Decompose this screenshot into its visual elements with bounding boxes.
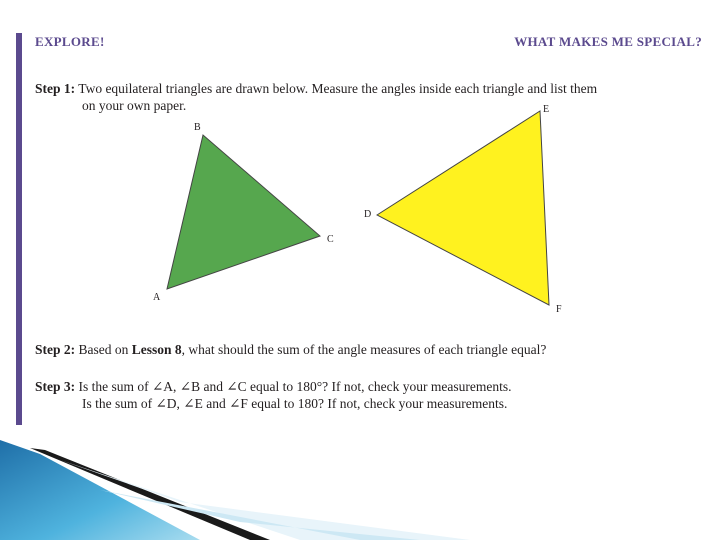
step-2 xyxy=(35,341,695,358)
corner-decoration xyxy=(0,440,720,540)
step-3-label: Step 3: xyxy=(35,379,76,394)
step-3 xyxy=(35,378,695,412)
step-2-text-b: , what should the sum of the angle measures of each triangle equal? xyxy=(181,342,547,357)
vertex-label-d: D xyxy=(364,209,372,220)
vertex-label-f: F xyxy=(556,304,562,315)
step-2-lesson: Lesson 8 xyxy=(131,342,182,357)
step-3-text-cont: Is the sum of ∠D, ∠E and ∠F equal to 180? If not, check your measurements. xyxy=(82,396,508,411)
vertex-label-b: B xyxy=(194,122,201,133)
vertex-label-e: E xyxy=(543,104,550,115)
step-3-text: Is the sum of ∠A, ∠B and ∠C equal to 180°? If not, check your measurements. xyxy=(75,379,512,394)
step-1-text: Two equilateral triangles are drawn below. Measure the angles inside each triangle and list them xyxy=(78,81,598,96)
vertex-label-a: A xyxy=(153,292,161,303)
triangle-abc xyxy=(167,135,320,289)
step-2-label: Step 2: xyxy=(35,342,76,357)
step-2-text-a: Based on xyxy=(75,342,132,357)
explore-heading: EXPLORE! xyxy=(35,34,105,49)
step-1-text-cont: on your own paper. xyxy=(82,98,187,113)
special-heading: WHAT MAKES ME SPECIAL? xyxy=(514,34,702,49)
step-1-label: Step 1: xyxy=(35,81,76,96)
vertex-label-c: C xyxy=(327,234,334,245)
triangle-def xyxy=(377,111,549,305)
